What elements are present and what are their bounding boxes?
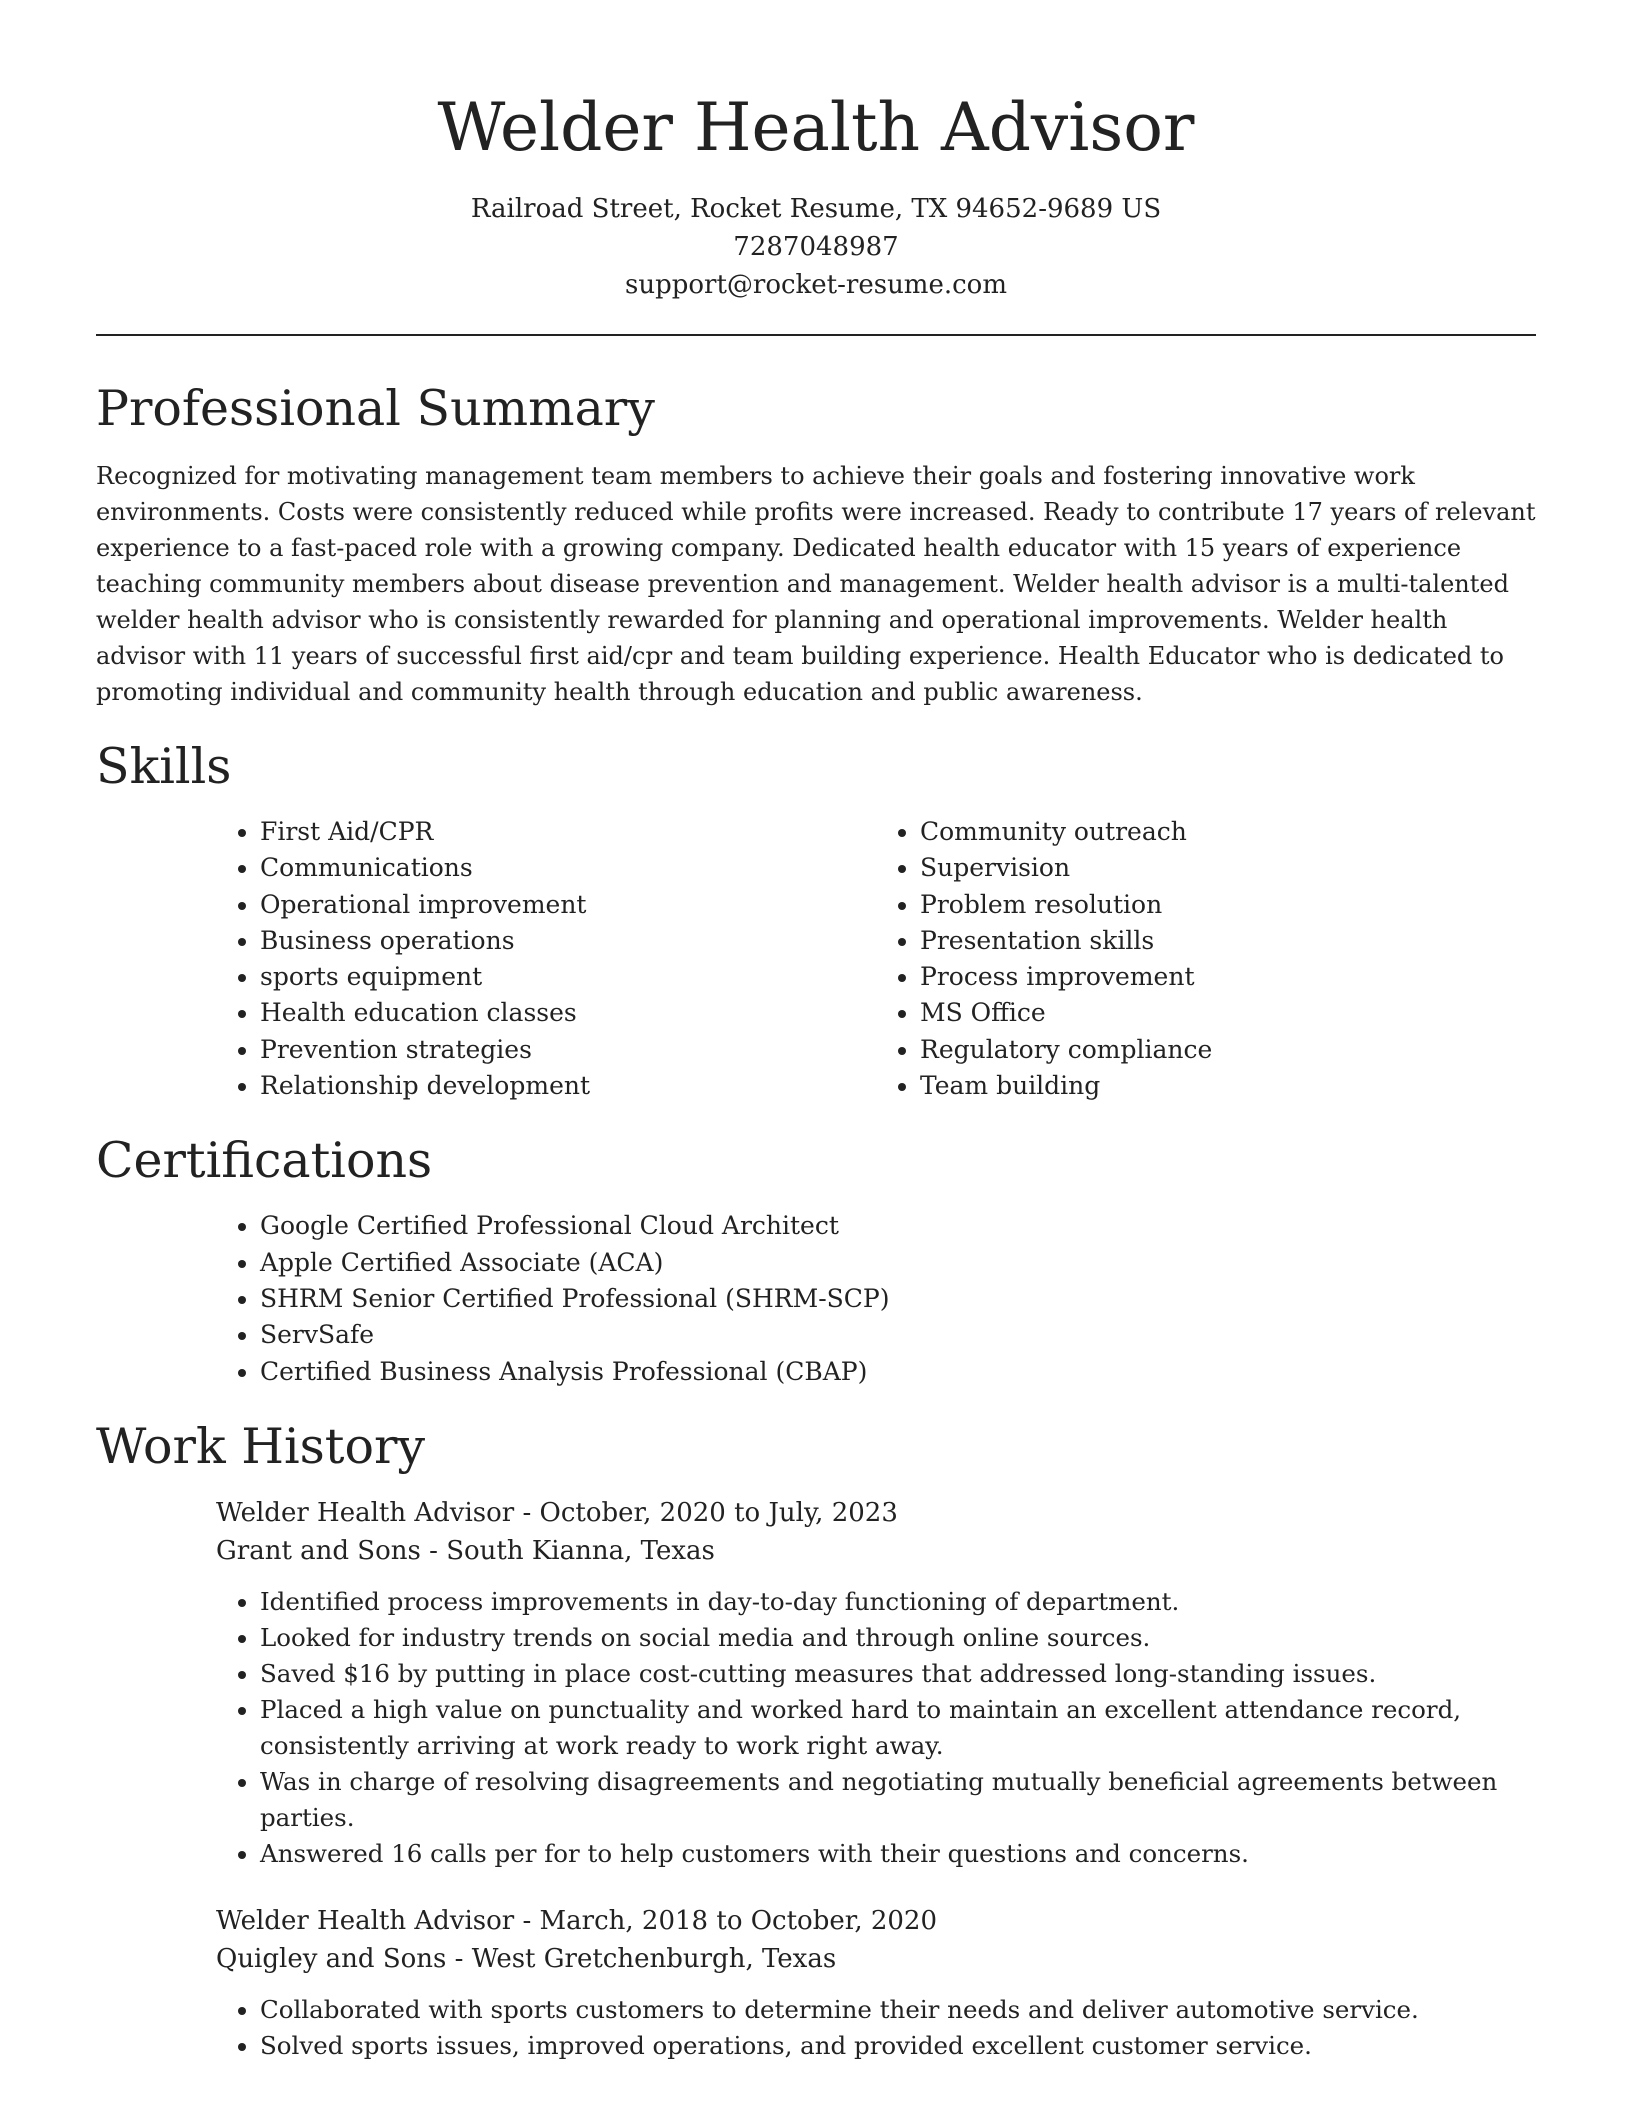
duty-item: • Saved $16 by putting in place cost-cutting measures that addressed long-standing issues.	[260, 1656, 1536, 1692]
duty-item: • Solved sports issues, improved operations, and provided excellent customer service.	[260, 2028, 1536, 2064]
duty-item: • Collaborated with sports customers to determine their needs and deliver automotive service.	[260, 1992, 1536, 2028]
skill-item: • Problem resolution	[920, 887, 1536, 923]
skills-heading: Skills	[96, 738, 232, 795]
separator: -	[514, 1905, 540, 1936]
contact-info	[96, 190, 1536, 304]
job-title-line	[216, 1494, 1536, 1532]
email: support@rocket-resume.com	[624, 270, 1007, 300]
job-role: Welder Health Advisor	[216, 1905, 515, 1936]
certification-item: • ServSafe	[260, 1317, 1536, 1353]
job-role: Welder Health Advisor	[216, 1497, 515, 1528]
certification-item: • Google Certified Professional Cloud Architect	[260, 1208, 1536, 1244]
duty-item: • Answered 16 calls per for to help customers with their questions and concerns.	[260, 1836, 1536, 1872]
job-duties	[216, 1584, 1536, 1872]
skills-column-right	[876, 814, 1536, 1104]
separator: -	[420, 1535, 447, 1566]
job-title-line	[216, 1902, 1536, 1940]
duty-item: • Looked for industry trends on social media and through online sources.	[260, 1620, 1536, 1656]
job-duties	[216, 1992, 1536, 2064]
certifications-list	[216, 1208, 1536, 1389]
duty-item: • Identified process improvements in day-to-day functioning of department.	[260, 1584, 1536, 1620]
skill-item: • Supervision	[920, 850, 1536, 886]
address: Railroad Street, Rocket Resume, TX 94652-9689 US	[470, 194, 1162, 224]
header-divider	[96, 334, 1536, 336]
job-dates: October, 2020 to July, 2023	[539, 1497, 898, 1528]
certifications-heading: Certifications	[96, 1132, 433, 1190]
skill-item: • Communications	[260, 850, 876, 886]
skill-item: • Health education classes	[260, 995, 876, 1031]
job-location: West Gretchenburgh, Texas	[471, 1943, 837, 1974]
resume-header	[96, 0, 1536, 304]
skill-item: • Relationship development	[260, 1068, 876, 1104]
skill-item: • Presentation skills	[920, 923, 1536, 959]
skill-item: • Team building	[920, 1068, 1536, 1104]
skill-item: • First Aid/CPR	[260, 814, 876, 850]
skill-item: • Community outreach	[920, 814, 1536, 850]
job-company: Grant and Sons	[216, 1535, 421, 1566]
summary-text: Recognized for motivating management team members to achieve their goals and fostering innovative work environments. Costs were consistently reduced while profits were increased. Ready to contribute 17 years of relevant experience to a fast-paced role with a growing company. Dedicated health educator with 15 years of experience teaching community members about disease prevention and management. Welder health advisor is a multi-talented welder health advisor who is consistently rewarded for planning and operational improvements. Welder health advisor with 11 years of successful first aid/cpr and team building experience. Health Educator who is dedicated to promoting individual and community health through education and public awareness.	[96, 462, 1536, 706]
job-company-line	[216, 1532, 1536, 1570]
skill-item: • Regulatory compliance	[920, 1032, 1536, 1068]
job-company: Quigley and Sons	[216, 1943, 447, 1974]
skills-column-left	[216, 814, 876, 1104]
phone: 7287048987	[733, 232, 899, 262]
job-entry	[216, 1902, 1536, 2064]
skill-item: • sports equipment	[260, 959, 876, 995]
job-entry	[216, 1494, 1536, 1872]
separator: -	[514, 1497, 540, 1528]
certification-item: • Certified Business Analysis Professional (CBAP)	[260, 1354, 1536, 1390]
job-company-line	[216, 1940, 1536, 1978]
certification-item: • Apple Certified Associate (ACA)	[260, 1245, 1536, 1281]
skill-item: • MS Office	[920, 995, 1536, 1031]
skill-item: • Process improvement	[920, 959, 1536, 995]
skill-item: • Prevention strategies	[260, 1032, 876, 1068]
separator: -	[446, 1943, 472, 1974]
certification-item: • SHRM Senior Certified Professional (SHRM-SCP)	[260, 1281, 1536, 1317]
job-dates: March, 2018 to October, 2020	[539, 1905, 938, 1936]
duty-item: • Placed a high value on punctuality and worked hard to maintain an excellent attendance record, consistently arriving at work ready to work right away.	[260, 1692, 1536, 1764]
skill-item: • Operational improvement	[260, 887, 876, 923]
duty-item: • Was in charge of resolving disagreements and negotiating mutually beneficial agreements between parties.	[260, 1764, 1536, 1836]
skills-list	[216, 814, 1536, 1104]
skill-item: • Business operations	[260, 923, 876, 959]
resume-page	[96, 0, 1536, 2064]
work-history-heading: Work History	[96, 1417, 426, 1475]
candidate-name: Welder Health Advisor	[437, 89, 1195, 166]
job-location: South Kianna, Texas	[446, 1535, 715, 1566]
summary-heading: Professional Summary	[96, 380, 655, 437]
